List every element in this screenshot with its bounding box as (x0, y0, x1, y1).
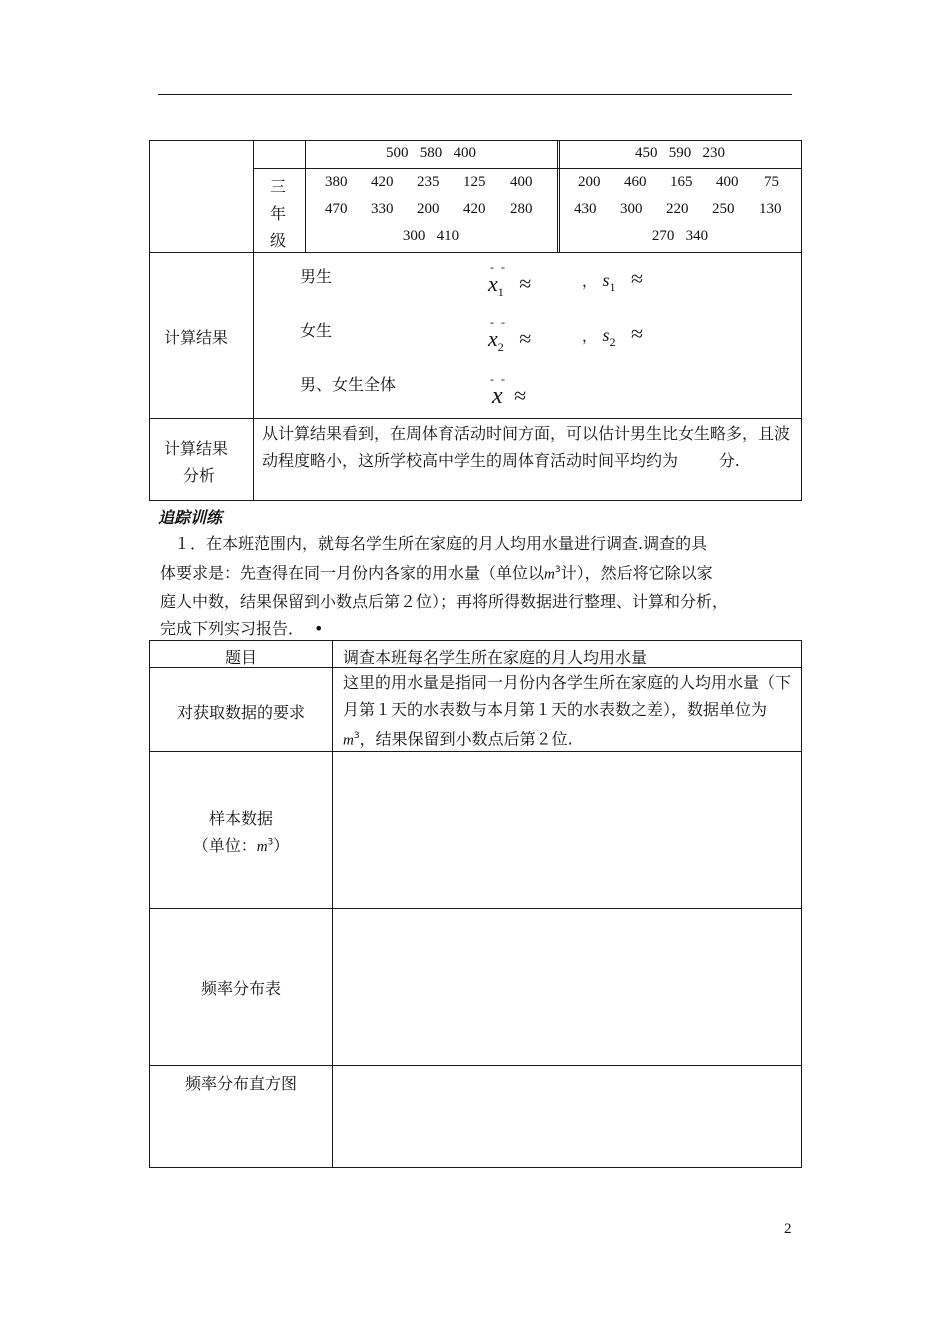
grade-char: 年 (270, 204, 287, 223)
top-table-border-top (149, 140, 802, 141)
male-label: 男生 (300, 267, 333, 286)
x-variable: x (488, 271, 498, 296)
data-cell: 330 (371, 201, 394, 217)
dot-mark: • (314, 619, 324, 639)
data-cell: 430 (574, 201, 597, 217)
requirements-value (343, 669, 795, 754)
text-segment: 体要求是：先查得在同一月份内各家的用水量（单位以 (160, 563, 545, 583)
text-segment: ，结果保留到小数点后第２位. (359, 729, 573, 749)
text-segment: （单位： (192, 836, 257, 855)
subscript: 2 (609, 335, 616, 349)
page-number: 2 (784, 1221, 792, 1237)
data-cell: 400 (510, 174, 533, 190)
data-cell: 235 (417, 174, 440, 190)
comma: ， (582, 329, 598, 345)
subscript: 1 (609, 280, 616, 294)
approx-symbol: ≈ (519, 326, 532, 351)
male-mean-formula (488, 271, 531, 297)
exercise-heading: 追踪训练 (158, 508, 223, 527)
top-table-col-divider (557, 140, 558, 253)
grade-char: 三 (270, 177, 287, 196)
female-mean-formula (488, 326, 531, 352)
s-variable: s (602, 325, 610, 345)
partial-row-left-values: 500 580 400 (386, 145, 476, 161)
data-cell: 125 (463, 174, 486, 190)
all-label: 男、女生全体 (300, 375, 397, 394)
data-cell: 400 (716, 174, 739, 190)
top-table-col-divider (253, 140, 254, 501)
data-cell: 75 (764, 174, 779, 190)
frequency-table-label: 频率分布表 (200, 979, 281, 998)
partial-row-right-values: 450 590 230 (635, 145, 725, 161)
male-sd-formula (582, 266, 643, 292)
grade-char: 级 (270, 231, 287, 250)
s-variable: s (602, 270, 610, 290)
data-cell: 380 (325, 174, 348, 190)
top-table-row-divider (149, 418, 802, 419)
analysis-label-line1: 计算结果 (164, 439, 229, 458)
data-cell: 420 (463, 201, 486, 217)
data-cell: 470 (325, 201, 348, 217)
data-cell: 220 (666, 201, 689, 217)
data-cell: 165 (670, 174, 693, 190)
data-cell: 200 (578, 174, 601, 190)
mean-bar: - - (490, 315, 507, 329)
report-table-row-divider (149, 1065, 802, 1066)
approx-symbol: ≈ (519, 271, 532, 296)
unit-m: m (256, 839, 268, 855)
paragraph-line: １．在本班范围内，就每名学生所在家庭的月人均用水量进行调查.调查的具 (174, 534, 708, 553)
female-sd-formula (582, 321, 643, 347)
exercise-paragraph (160, 530, 800, 642)
data-cell: 200 (417, 201, 440, 217)
subscript: 2 (497, 340, 504, 354)
histogram-label: 频率分布直方图 (184, 1074, 297, 1093)
approx-symbol: ≈ (631, 321, 644, 346)
text-segment: ） (273, 836, 290, 855)
report-table-col-divider (332, 640, 333, 1168)
data-cell: 300 (620, 201, 643, 217)
approx-symbol: ≈ (631, 266, 644, 291)
paragraph-line (160, 615, 800, 642)
top-table-row-divider (149, 252, 802, 253)
report-table-border-top (149, 640, 802, 641)
unit-superscript: 3 (554, 565, 561, 575)
requirements-label: 对获取数据的要求 (176, 703, 305, 722)
top-table-row-divider (253, 168, 802, 169)
data-cell: 420 (371, 174, 394, 190)
subscript: 1 (497, 285, 504, 299)
top-table-border-right (801, 140, 802, 501)
text-segment: 计），然后将它除以家 (560, 563, 713, 583)
top-table-border-bottom (149, 500, 802, 501)
results-label: 计算结果 (164, 328, 229, 347)
unit-m: m (544, 566, 555, 583)
data-cell-row: 300 410 (402, 228, 460, 244)
x-variable: x (492, 383, 503, 409)
mean-bar: - - (490, 372, 507, 386)
report-table-border-bottom (149, 1167, 802, 1168)
sample-data-label: 样本数据 (208, 809, 273, 828)
title-value: 调查本班每名学生所在家庭的月人均用水量 (343, 648, 648, 667)
header-rule (158, 94, 792, 95)
paragraph-line: 庭人中数，结果保留到小数点后第２位）；再将所得数据进行整理、计算和分析， (160, 592, 729, 612)
comma: ， (582, 274, 598, 290)
paragraph-line (160, 557, 800, 588)
mean-bar: - - (490, 260, 507, 274)
text-segment: 完成下列实习报告． (160, 619, 305, 639)
overall-mean-formula (492, 383, 526, 410)
data-cell: 460 (624, 174, 647, 190)
unit-superscript: 3 (267, 837, 274, 848)
text-segment: 这里的用水量是指同一月份内各学生所在家庭的人均用水量（下月第１天的水表数与本月第１天的水表数之差），数据单位为 (343, 673, 792, 719)
report-table-border-right (801, 640, 802, 1168)
top-table-border-left (149, 140, 150, 501)
report-table-row-divider (149, 908, 802, 909)
title-label: 题目 (224, 648, 257, 667)
data-cell-row: 270 340 (651, 228, 709, 244)
data-cell: 130 (759, 201, 782, 217)
analysis-label-line2: 分析 (183, 466, 216, 485)
data-cell: 280 (510, 201, 533, 217)
x-variable: x (488, 326, 498, 351)
approx-symbol: ≈ (514, 383, 527, 408)
sample-data-unit (150, 833, 332, 856)
analysis-text: 从计算结果看到，在周体育活动时间方面，可以估计男生比女生略多，且波动程度略小，这所学校高中学生的周体育活动时间平均约为 分. (262, 424, 791, 470)
female-label: 女生 (300, 321, 333, 340)
data-cell: 250 (712, 201, 735, 217)
unit-superscript: 3 (353, 731, 360, 741)
unit-m: m (343, 732, 354, 749)
